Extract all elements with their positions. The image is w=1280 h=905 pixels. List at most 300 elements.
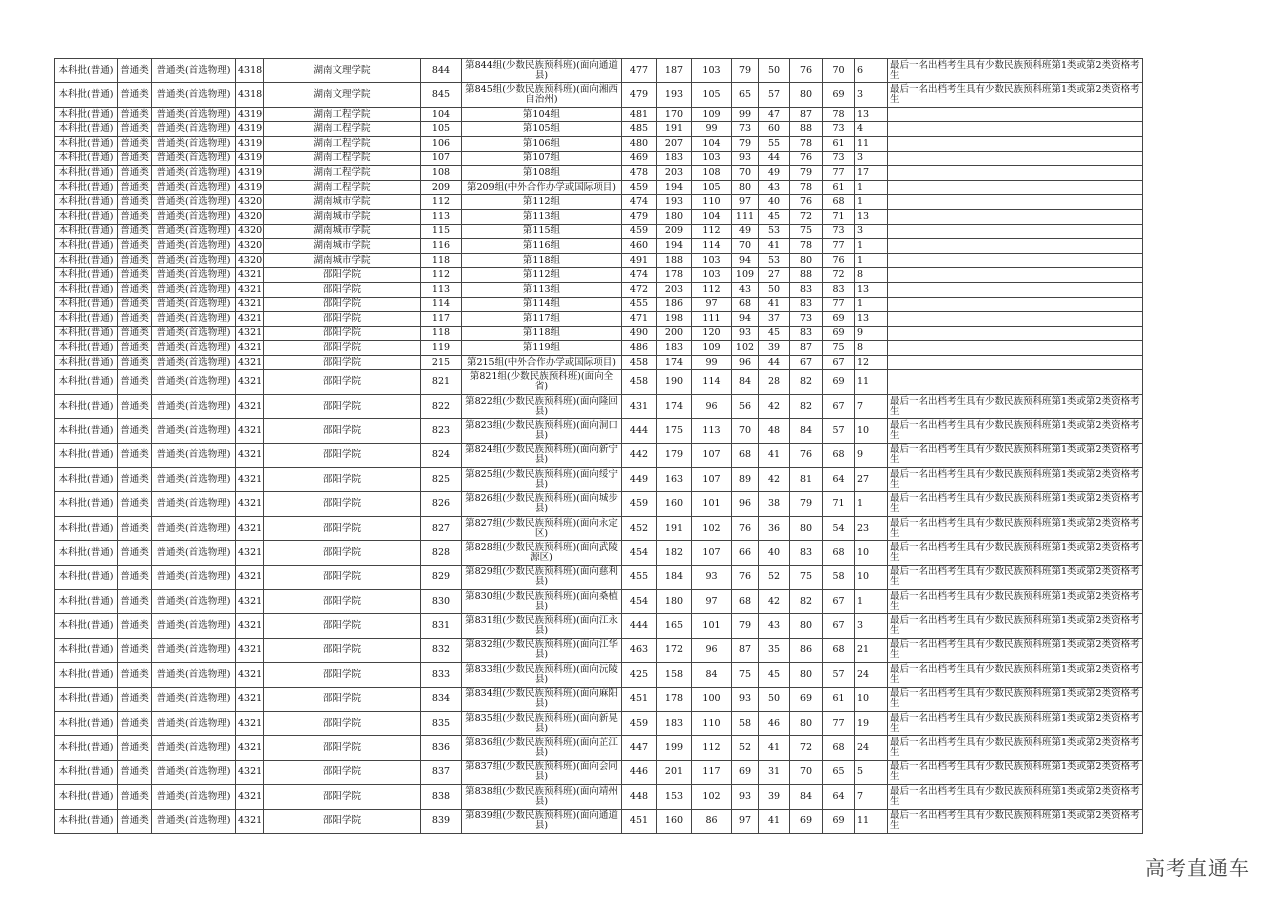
table-row [55,565,1143,589]
cell-group-code: 105 [421,122,462,137]
cell-remarks: 最后一名出档考生具有少数民族预科班第1类或第2类资格考生 [888,59,1143,83]
cell-subject-type: 普通类(首选物理) [152,589,236,613]
cell-chinese-math-score: 183 [657,711,692,735]
cell-elective-score-2: 87 [790,341,823,356]
cell-rank-note: 23 [855,516,888,540]
cell-elective-score-2: 81 [790,468,823,492]
table-row [55,419,1143,443]
cell-remarks: 最后一名出档考生具有少数民族预科班第1类或第2类资格考生 [888,589,1143,613]
cell-chinese-math-score: 178 [657,687,692,711]
cell-physics-score: 73 [732,122,759,137]
cell-elective-score-3: 73 [823,151,855,166]
cell-group-code: 827 [421,516,462,540]
cell-rank-note: 11 [855,136,888,151]
cell-school-name: 邵阳学院 [264,370,421,394]
cell-remarks [888,122,1143,137]
cell-subject-type: 普通类(首选物理) [152,687,236,711]
cell-group-code: 116 [421,239,462,254]
cell-elective-score-1: 50 [759,59,790,83]
cell-elective-score-1: 45 [759,663,790,687]
cell-remarks [888,355,1143,370]
cell-total-score: 455 [622,565,657,589]
cell-elective-score-1: 57 [759,83,790,107]
cell-remarks [888,136,1143,151]
cell-remarks: 最后一名出档考生具有少数民族预科班第1类或第2类资格考生 [888,565,1143,589]
cell-group-code: 113 [421,209,462,224]
cell-category: 普通类 [118,785,152,809]
cell-group-code: 104 [421,107,462,122]
cell-school-code: 4321 [236,516,264,540]
cell-foreign-lang-score: 108 [692,166,732,181]
cell-physics-score: 56 [732,394,759,418]
cell-category: 普通类 [118,83,152,107]
cell-chinese-math-score: 188 [657,253,692,268]
cell-category: 普通类 [118,122,152,137]
cell-group-code: 822 [421,394,462,418]
cell-remarks: 最后一名出档考生具有少数民族预科班第1类或第2类资格考生 [888,394,1143,418]
cell-total-score: 463 [622,638,657,662]
cell-school-name: 邵阳学院 [264,355,421,370]
cell-rank-note: 11 [855,370,888,394]
cell-elective-score-3: 77 [823,297,855,312]
cell-group-name: 第821组(少数民族预科班)(面向全省) [462,370,622,394]
cell-group-name: 第839组(少数民族预科班)(面向通道县) [462,809,622,833]
cell-elective-score-3: 71 [823,209,855,224]
cell-elective-score-1: 42 [759,468,790,492]
cell-group-code: 112 [421,268,462,283]
cell-school-name: 邵阳学院 [264,541,421,565]
cell-elective-score-2: 80 [790,711,823,735]
cell-subject-type: 普通类(首选物理) [152,394,236,418]
cell-category: 普通类 [118,59,152,83]
cell-elective-score-2: 76 [790,151,823,166]
cell-physics-score: 69 [732,760,759,784]
cell-school-code: 4320 [236,209,264,224]
cell-elective-score-3: 67 [823,355,855,370]
cell-foreign-lang-score: 111 [692,312,732,327]
cell-group-name: 第831组(少数民族预科班)(面向江永县) [462,614,622,638]
cell-batch: 本科批(普通) [55,326,118,341]
cell-chinese-math-score: 193 [657,195,692,210]
cell-physics-score: 87 [732,638,759,662]
cell-physics-score: 76 [732,565,759,589]
cell-group-name: 第844组(少数民族预科班)(面向通道县) [462,59,622,83]
cell-elective-score-2: 83 [790,541,823,565]
cell-total-score: 480 [622,136,657,151]
cell-subject-type: 普通类(首选物理) [152,468,236,492]
cell-foreign-lang-score: 117 [692,760,732,784]
cell-rank-note: 1 [855,180,888,195]
table-row [55,785,1143,809]
cell-foreign-lang-score: 120 [692,326,732,341]
cell-physics-score: 66 [732,541,759,565]
cell-category: 普通类 [118,565,152,589]
cell-batch: 本科批(普通) [55,760,118,784]
cell-total-score: 459 [622,224,657,239]
table-row [55,589,1143,613]
cell-elective-score-1: 48 [759,419,790,443]
cell-subject-type: 普通类(首选物理) [152,565,236,589]
cell-rank-note: 1 [855,297,888,312]
cell-elective-score-2: 73 [790,312,823,327]
cell-group-code: 118 [421,326,462,341]
cell-elective-score-3: 68 [823,638,855,662]
cell-group-code: 834 [421,687,462,711]
cell-chinese-math-score: 180 [657,589,692,613]
table-row [55,614,1143,638]
cell-total-score: 469 [622,151,657,166]
cell-category: 普通类 [118,312,152,327]
cell-group-name: 第112组 [462,268,622,283]
cell-foreign-lang-score: 97 [692,589,732,613]
cell-chinese-math-score: 201 [657,760,692,784]
table-row [55,492,1143,516]
cell-chinese-math-score: 178 [657,268,692,283]
cell-subject-type: 普通类(首选物理) [152,638,236,662]
cell-chinese-math-score: 174 [657,394,692,418]
table-row [55,122,1143,137]
cell-subject-type: 普通类(首选物理) [152,785,236,809]
cell-category: 普通类 [118,166,152,181]
cell-school-name: 湖南工程学院 [264,107,421,122]
cell-rank-note: 1 [855,239,888,254]
cell-group-name: 第824组(少数民族预科班)(面向新宁县) [462,443,622,467]
cell-foreign-lang-score: 109 [692,107,732,122]
cell-elective-score-1: 42 [759,394,790,418]
cell-group-name: 第117组 [462,312,622,327]
cell-category: 普通类 [118,326,152,341]
cell-chinese-math-score: 194 [657,239,692,254]
cell-elective-score-3: 72 [823,268,855,283]
cell-group-name: 第106组 [462,136,622,151]
cell-total-score: 447 [622,736,657,760]
cell-rank-note: 13 [855,312,888,327]
cell-elective-score-3: 54 [823,516,855,540]
cell-rank-note: 1 [855,589,888,613]
cell-remarks: 最后一名出档考生具有少数民族预科班第1类或第2类资格考生 [888,638,1143,662]
cell-group-code: 830 [421,589,462,613]
cell-rank-note: 24 [855,663,888,687]
cell-remarks: 最后一名出档考生具有少数民族预科班第1类或第2类资格考生 [888,83,1143,107]
cell-elective-score-1: 55 [759,136,790,151]
cell-elective-score-1: 41 [759,443,790,467]
cell-school-code: 4319 [236,180,264,195]
cell-batch: 本科批(普通) [55,341,118,356]
cell-school-name: 邵阳学院 [264,785,421,809]
cell-elective-score-3: 69 [823,370,855,394]
cell-elective-score-2: 78 [790,239,823,254]
cell-elective-score-1: 53 [759,253,790,268]
cell-batch: 本科批(普通) [55,638,118,662]
table-row [55,107,1143,122]
cell-batch: 本科批(普通) [55,565,118,589]
cell-total-score: 481 [622,107,657,122]
cell-group-name: 第826组(少数民族预科班)(面向城步县) [462,492,622,516]
cell-remarks [888,370,1143,394]
cell-elective-score-1: 39 [759,341,790,356]
cell-batch: 本科批(普通) [55,282,118,297]
cell-batch: 本科批(普通) [55,355,118,370]
cell-rank-note: 19 [855,711,888,735]
cell-elective-score-3: 76 [823,253,855,268]
cell-category: 普通类 [118,638,152,662]
cell-school-code: 4321 [236,785,264,809]
cell-elective-score-2: 76 [790,195,823,210]
cell-group-code: 108 [421,166,462,181]
cell-group-code: 839 [421,809,462,833]
cell-elective-score-2: 70 [790,760,823,784]
cell-school-name: 邵阳学院 [264,687,421,711]
cell-school-code: 4321 [236,760,264,784]
cell-school-code: 4321 [236,711,264,735]
cell-school-code: 4321 [236,468,264,492]
cell-elective-score-1: 28 [759,370,790,394]
table-row [55,638,1143,662]
cell-physics-score: 68 [732,297,759,312]
cell-total-score: 491 [622,253,657,268]
cell-school-name: 湖南工程学院 [264,166,421,181]
cell-foreign-lang-score: 109 [692,341,732,356]
cell-remarks [888,180,1143,195]
cell-remarks [888,312,1143,327]
cell-category: 普通类 [118,195,152,210]
cell-school-name: 邵阳学院 [264,736,421,760]
cell-batch: 本科批(普通) [55,687,118,711]
cell-foreign-lang-score: 99 [692,355,732,370]
cell-category: 普通类 [118,341,152,356]
cell-school-code: 4321 [236,312,264,327]
cell-physics-score: 84 [732,370,759,394]
cell-elective-score-2: 69 [790,687,823,711]
cell-category: 普通类 [118,589,152,613]
cell-group-code: 844 [421,59,462,83]
table-row [55,711,1143,735]
cell-chinese-math-score: 175 [657,419,692,443]
cell-elective-score-2: 75 [790,224,823,239]
cell-batch: 本科批(普通) [55,711,118,735]
cell-group-name: 第116组 [462,239,622,254]
cell-elective-score-1: 50 [759,282,790,297]
cell-subject-type: 普通类(首选物理) [152,209,236,224]
cell-school-name: 邵阳学院 [264,492,421,516]
cell-elective-score-1: 41 [759,297,790,312]
cell-physics-score: 93 [732,151,759,166]
cell-foreign-lang-score: 100 [692,687,732,711]
cell-physics-score: 94 [732,253,759,268]
cell-chinese-math-score: 203 [657,166,692,181]
cell-elective-score-1: 42 [759,589,790,613]
cell-rank-note: 3 [855,151,888,166]
cell-school-code: 4321 [236,419,264,443]
cell-batch: 本科批(普通) [55,268,118,283]
cell-chinese-math-score: 190 [657,370,692,394]
cell-elective-score-2: 80 [790,83,823,107]
cell-elective-score-1: 45 [759,326,790,341]
cell-group-code: 833 [421,663,462,687]
table-row [55,166,1143,181]
cell-remarks [888,253,1143,268]
cell-school-name: 湖南文理学院 [264,59,421,83]
cell-remarks [888,166,1143,181]
cell-rank-note: 13 [855,107,888,122]
cell-remarks [888,268,1143,283]
cell-batch: 本科批(普通) [55,370,118,394]
cell-school-code: 4321 [236,541,264,565]
cell-total-score: 451 [622,687,657,711]
cell-chinese-math-score: 183 [657,151,692,166]
cell-group-code: 838 [421,785,462,809]
admission-score-table-page [54,58,1142,834]
cell-school-code: 4321 [236,443,264,467]
cell-school-name: 湖南工程学院 [264,122,421,137]
cell-remarks [888,107,1143,122]
cell-elective-score-3: 57 [823,419,855,443]
cell-elective-score-2: 84 [790,419,823,443]
cell-elective-score-1: 44 [759,151,790,166]
cell-remarks: 最后一名出档考生具有少数民族预科班第1类或第2类资格考生 [888,711,1143,735]
cell-rank-note: 7 [855,785,888,809]
cell-physics-score: 70 [732,166,759,181]
cell-foreign-lang-score: 102 [692,516,732,540]
cell-subject-type: 普通类(首选物理) [152,239,236,254]
cell-elective-score-1: 40 [759,541,790,565]
cell-school-name: 邵阳学院 [264,468,421,492]
cell-school-code: 4321 [236,736,264,760]
cell-chinese-math-score: 153 [657,785,692,809]
cell-elective-score-1: 47 [759,107,790,122]
cell-total-score: 449 [622,468,657,492]
table-row [55,312,1143,327]
cell-elective-score-2: 72 [790,736,823,760]
cell-total-score: 459 [622,711,657,735]
cell-elective-score-2: 82 [790,589,823,613]
cell-remarks: 最后一名出档考生具有少数民族预科班第1类或第2类资格考生 [888,809,1143,833]
cell-group-code: 106 [421,136,462,151]
cell-subject-type: 普通类(首选物理) [152,370,236,394]
cell-batch: 本科批(普通) [55,492,118,516]
cell-rank-note: 10 [855,419,888,443]
cell-chinese-math-score: 182 [657,541,692,565]
cell-group-name: 第112组 [462,195,622,210]
cell-foreign-lang-score: 104 [692,136,732,151]
cell-school-code: 4320 [236,224,264,239]
cell-school-name: 邵阳学院 [264,394,421,418]
cell-total-score: 490 [622,326,657,341]
cell-chinese-math-score: 163 [657,468,692,492]
cell-elective-score-1: 41 [759,736,790,760]
cell-school-code: 4321 [236,589,264,613]
cell-remarks: 最后一名出档考生具有少数民族预科班第1类或第2类资格考生 [888,516,1143,540]
cell-total-score: 460 [622,239,657,254]
cell-foreign-lang-score: 103 [692,253,732,268]
cell-elective-score-1: 36 [759,516,790,540]
cell-physics-score: 96 [732,492,759,516]
cell-physics-score: 52 [732,736,759,760]
cell-school-code: 4321 [236,326,264,341]
cell-group-name: 第835组(少数民族预科班)(面向新晃县) [462,711,622,735]
cell-school-code: 4319 [236,151,264,166]
cell-foreign-lang-score: 112 [692,224,732,239]
cell-category: 普通类 [118,136,152,151]
table-row [55,59,1143,83]
cell-chinese-math-score: 180 [657,209,692,224]
cell-group-code: 823 [421,419,462,443]
cell-elective-score-3: 58 [823,565,855,589]
cell-total-score: 479 [622,209,657,224]
cell-chinese-math-score: 191 [657,516,692,540]
cell-foreign-lang-score: 103 [692,59,732,83]
cell-group-code: 113 [421,282,462,297]
cell-group-name: 第108组 [462,166,622,181]
cell-category: 普通类 [118,468,152,492]
cell-group-name: 第823组(少数民族预科班)(面向洞口县) [462,419,622,443]
cell-total-score: 472 [622,282,657,297]
cell-school-name: 邵阳学院 [264,297,421,312]
cell-school-name: 湖南城市学院 [264,239,421,254]
cell-total-score: 431 [622,394,657,418]
cell-elective-score-1: 45 [759,209,790,224]
cell-remarks [888,151,1143,166]
cell-physics-score: 68 [732,589,759,613]
cell-batch: 本科批(普通) [55,239,118,254]
cell-elective-score-2: 79 [790,166,823,181]
cell-chinese-math-score: 209 [657,224,692,239]
cell-total-score: 425 [622,663,657,687]
cell-category: 普通类 [118,516,152,540]
cell-chinese-math-score: 191 [657,122,692,137]
cell-chinese-math-score: 186 [657,297,692,312]
cell-elective-score-2: 80 [790,663,823,687]
cell-group-code: 215 [421,355,462,370]
cell-category: 普通类 [118,297,152,312]
cell-elective-score-3: 69 [823,312,855,327]
cell-total-score: 479 [622,83,657,107]
cell-group-name: 第215组(中外合作办学或国际项目) [462,355,622,370]
cell-elective-score-1: 53 [759,224,790,239]
table-row [55,468,1143,492]
cell-elective-score-3: 69 [823,326,855,341]
cell-group-name: 第836组(少数民族预科班)(面向芷江县) [462,736,622,760]
cell-subject-type: 普通类(首选物理) [152,166,236,181]
cell-group-name: 第104组 [462,107,622,122]
cell-physics-score: 96 [732,355,759,370]
cell-elective-score-3: 65 [823,760,855,784]
cell-elective-score-2: 72 [790,209,823,224]
cell-foreign-lang-score: 114 [692,370,732,394]
cell-batch: 本科批(普通) [55,253,118,268]
cell-physics-score: 109 [732,268,759,283]
cell-group-name: 第118组 [462,253,622,268]
cell-subject-type: 普通类(首选物理) [152,663,236,687]
cell-subject-type: 普通类(首选物理) [152,355,236,370]
cell-total-score: 458 [622,355,657,370]
cell-foreign-lang-score: 99 [692,122,732,137]
cell-group-name: 第838组(少数民族预科班)(面向靖州县) [462,785,622,809]
cell-school-code: 4321 [236,297,264,312]
cell-group-code: 119 [421,341,462,356]
cell-physics-score: 97 [732,195,759,210]
cell-subject-type: 普通类(首选物理) [152,711,236,735]
cell-group-name: 第845组(少数民族预科班)(面向湘西自治州) [462,83,622,107]
cell-group-name: 第828组(少数民族预科班)(面向武陵源区) [462,541,622,565]
cell-foreign-lang-score: 107 [692,443,732,467]
cell-rank-note: 11 [855,809,888,833]
cell-total-score: 444 [622,614,657,638]
cell-chinese-math-score: 184 [657,565,692,589]
cell-foreign-lang-score: 105 [692,83,732,107]
cell-subject-type: 普通类(首选物理) [152,195,236,210]
cell-school-code: 4320 [236,253,264,268]
